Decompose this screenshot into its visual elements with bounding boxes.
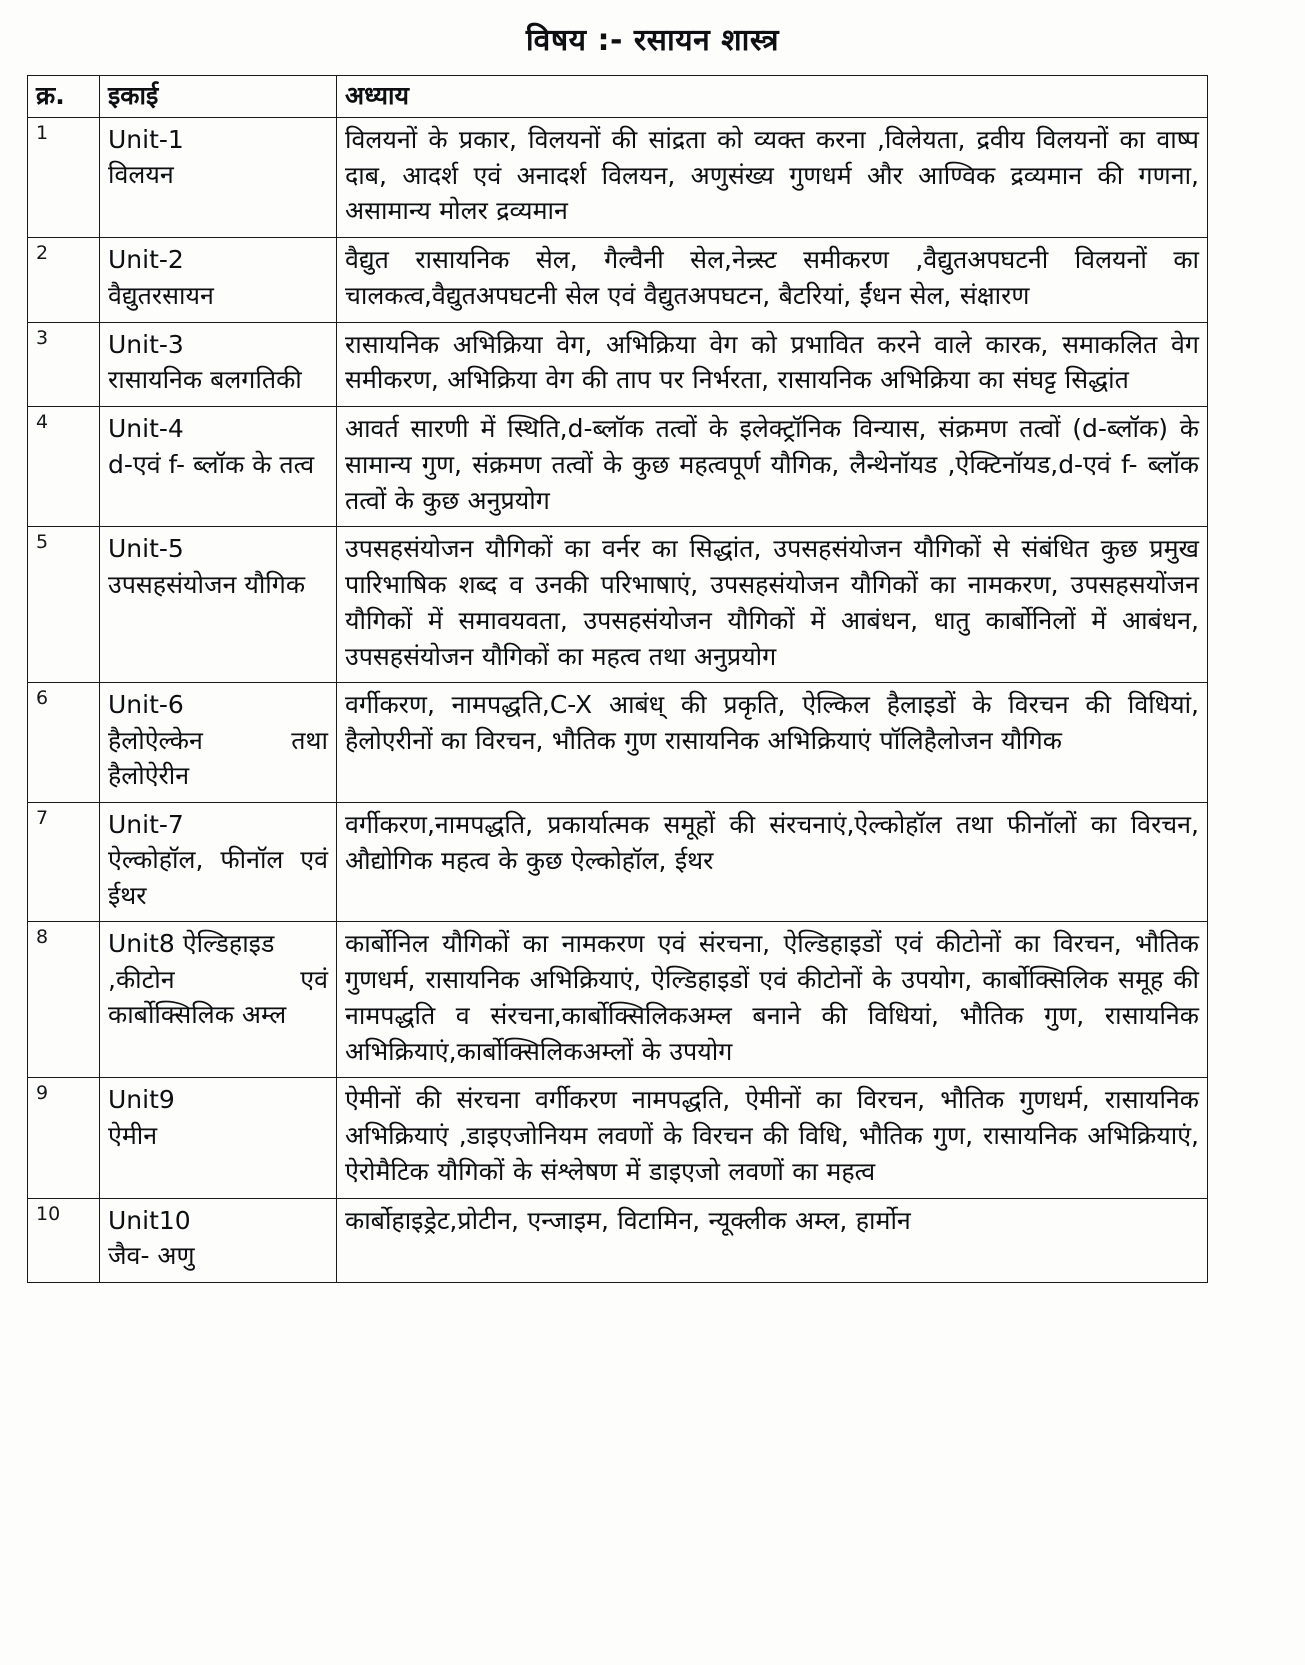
- unit-code: Unit-3: [108, 329, 184, 359]
- cell-chapter: विलयनों के प्रकार, विलयनों की सांद्रता को व्यक्त करना ,विलेयता, द्रवीय विलयनों का वाष्प दाब, आदर्श एवं अनादर्श विलयन, अणुसंख्य गुणधर्म और आण्विक द्रव्यमान की गणना, असामान्य मोलर द्रव्यमान: [337, 117, 1208, 237]
- unit-name: ऐमीन: [108, 1120, 158, 1150]
- cell-unit: [100, 802, 337, 922]
- cell-chapter: कार्बोहाइड्रेट,प्रोटीन, एन्जाइम, विटामिन, न्यूक्लीक अम्ल, हार्मोन: [337, 1198, 1208, 1282]
- cell-serial: 1: [28, 117, 100, 237]
- table-body: [28, 117, 1208, 1282]
- unit-code: Unit-7: [108, 809, 184, 839]
- table-row: [28, 683, 1208, 803]
- cell-chapter: कार्बोनिल यौगिकों का नामकरण एवं संरचना, ऐल्डिहाइडों एवं कीटोनों का विरचन, भौतिक गुणधर्म, रासायनिक अभिक्रियाएं, ऐल्डिहाइडों एवं कीटोनों के उपयोग, कार्बोक्सिलिक समूह की नामपद्धति व संरचना,कार्बोक्सिलिकअम्ल बनाने की विधियां, भौतिक गुण, रासायनिक अभिक्रियाएं,कार्बोक्सिलिकअम्लों के उपयोग: [337, 922, 1208, 1078]
- cell-unit: [100, 238, 337, 323]
- table-header: [28, 76, 1208, 118]
- unit-name: रासायनिक बलगतिकी: [108, 365, 302, 394]
- cell-serial: 9: [28, 1078, 100, 1198]
- table-header-row: [28, 76, 1208, 118]
- cell-serial: 5: [28, 527, 100, 683]
- unit-name: हैलोऐल्केन तथा हैलोऐरीन: [108, 725, 328, 791]
- cell-serial: 8: [28, 922, 100, 1078]
- unit-code: Unit-6: [108, 690, 184, 720]
- unit-code: Unit-5: [108, 534, 184, 564]
- cell-unit: [100, 922, 337, 1078]
- unit-code: Unit-2: [108, 245, 184, 274]
- unit-name: ऐल्कोहॉल, फीनॉल एवं ईथर: [108, 845, 328, 910]
- table-row: [28, 527, 1208, 683]
- column-header-unit: इकाई: [100, 76, 337, 118]
- cell-chapter: उपसहसंयोजन यौगिकों का वर्नर का सिद्धांत, उपसहसंयोजन यौगिकों से संबंधित कुछ प्रमुख पारिभाषिक शब्द व उनकी परिभाषाएं, उपसहसंयोजन यौगिकों का नामकरण, उपसहसयोंजन यौगिकों में समावयवता, उपसहसंयोजन यौगिकों में आबंधन, धातु कार्बोनिलों में आबंधन, उपसहसंयोजन यौगिकों का महत्व तथा अनुप्रयोग: [337, 527, 1208, 683]
- table-row: [28, 238, 1208, 323]
- table-row: [28, 117, 1208, 237]
- cell-chapter: ऐमीनों की संरचना वर्गीकरण नामपद्धति, ऐमीनों का विरचन, भौतिक गुणधर्म, रासायनिक अभिक्रियाएं ,डाइएजोनियम लवणों के विरचन की विधि, भौतिक गुण, रासायनिक अभिक्रियाएं, ऐरोमैटिक यौगिकों के संश्लेषण में डाइएजो लवणों का महत्व: [337, 1078, 1208, 1198]
- cell-serial: 10: [28, 1198, 100, 1282]
- cell-chapter: वर्गीकरण, नामपद्धति,C-X आबंध् की प्रकृति, ऐल्किल हैलाइडों के विरचन की विधियां, हैलोएरीनों का विरचन, भौतिक गुण रासायनिक अभिक्रियाएं पॉलिहैलोजन यौगिक: [337, 683, 1208, 803]
- cell-serial: 3: [28, 322, 100, 407]
- unit-name: d-एवं f- ब्लॉक के तत्व: [108, 449, 315, 479]
- cell-unit: [100, 117, 337, 237]
- cell-unit: [100, 527, 337, 683]
- table-row: [28, 322, 1208, 407]
- cell-serial: 6: [28, 683, 100, 803]
- cell-unit: [100, 407, 337, 527]
- table-row: [28, 922, 1208, 1078]
- unit-code: Unit-1: [108, 124, 184, 154]
- column-header-chapter: अध्याय: [337, 76, 1208, 118]
- cell-unit: [100, 683, 337, 803]
- table-row: [28, 407, 1208, 527]
- cell-chapter: वर्गीकरण,नामपद्धति, प्रकार्यात्मक समूहों की संरचनाएं,ऐल्कोहॉल तथा फीनॉलों का विरचन, औद्योगिक महत्व के कुछ ऐल्कोहॉल, ईथर: [337, 802, 1208, 922]
- cell-chapter: आवर्त सारणी में स्थिति,d-ब्लॉक तत्वों के इलेक्ट्रॉनिक विन्यास, संक्रमण तत्वों (d-ब्लॉक) के सामान्य गुण, संक्रमण तत्वों के कुछ महत्वपूर्ण यौगिक, लैन्थेनॉयड ,ऐक्टिनॉयड,d-एवं f- ब्लॉक तत्वों के कुछ अनुप्रयोग: [337, 407, 1208, 527]
- syllabus-table: [27, 75, 1208, 1283]
- unit-name: वैद्युतरसायन: [108, 280, 214, 310]
- cell-unit: [100, 1198, 337, 1282]
- unit-name: विलयन: [108, 160, 174, 190]
- page-title: विषय :- रसायन शास्त्र: [525, 23, 780, 58]
- unit-name: उपसहसंयोजन यौगिक: [108, 569, 306, 599]
- unit-code: Unit-4: [108, 414, 184, 443]
- cell-unit: [100, 1078, 337, 1198]
- unit-code: Unit8 ऐल्डिहाइड: [108, 929, 275, 959]
- unit-code: Unit10: [108, 1205, 191, 1235]
- cell-serial: 2: [28, 238, 100, 323]
- table-row: [28, 802, 1208, 922]
- cell-chapter: रासायनिक अभिक्रिया वेग, अभिक्रिया वेग को प्रभावित करने वाले कारक, समाकलित वेग समीकरण, अभिक्रिया वेग की ताप पर निर्भरता, रासायनिक अभिक्रिया का संघट्ट सिद्धांत: [337, 322, 1208, 407]
- column-header-serial: क्र.: [28, 76, 100, 118]
- unit-name: जैव- अणु: [108, 1241, 195, 1270]
- unit-code: Unit9: [108, 1085, 175, 1115]
- cell-unit: [100, 322, 337, 407]
- table-row: [28, 1198, 1208, 1282]
- cell-chapter: वैद्युत रासायनिक सेल, गैल्वैनी सेल,नेन्र्स्ट समीकरण ,वैद्युतअपघटनी विलयनों का चालकत्व,वैद्युतअपघटनी सेल एवं वैद्युतअपघटन, बैटरियां, ईंधन सेल, संक्षारण: [337, 238, 1208, 323]
- unit-name: ,कीटोन एवं कार्बोक्सिलिक अम्ल: [108, 964, 328, 1030]
- cell-serial: 4: [28, 407, 100, 527]
- table-row: [28, 1078, 1208, 1198]
- cell-serial: 7: [28, 802, 100, 922]
